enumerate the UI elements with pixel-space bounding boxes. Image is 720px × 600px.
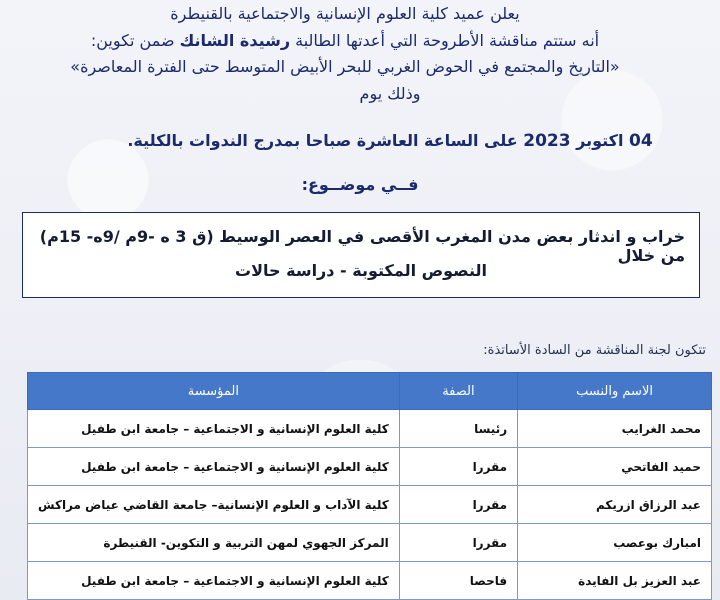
committee-label: تتكون لجنة المناقشة من السادة الأساتذة: [483, 343, 706, 358]
student-name: رشيدة الشانك [179, 31, 291, 50]
member-institution: كلية الآداب و العلوم الإنسانية– جامعة القاضي عياض مراكش [28, 486, 400, 524]
table-row [28, 562, 712, 600]
member-name: عبد الرزاق ازريكم [518, 486, 712, 524]
member-name: امبارك بوعصب [518, 524, 712, 562]
member-institution: المركز الجهوي لمهن التربية و التكوين- القنيطرة [28, 524, 400, 562]
date-line [0, 84, 720, 103]
member-role: مقررا [399, 524, 517, 562]
table-row [28, 448, 712, 486]
member-name: محمد الغرايب [518, 410, 712, 448]
thesis-topic-box [22, 212, 700, 298]
date-year: 2023 [523, 131, 571, 151]
header-role: الصفة [399, 373, 517, 410]
header-institution: المؤسسة [28, 373, 400, 410]
table-row [28, 410, 712, 448]
member-name: عبد العزيز بل الفايدة [518, 562, 712, 600]
table-row [28, 524, 712, 562]
subject-label [0, 175, 720, 194]
thesis-line [0, 31, 720, 50]
header-name: الاسم والنسب [518, 373, 712, 410]
member-role: فاحصا [399, 562, 517, 600]
subject-label-text: فــي موضــوع: [301, 175, 419, 194]
member-role: مقررا [399, 448, 517, 486]
committee-table [27, 372, 712, 600]
member-institution: كلية العلوم الإنسانية و الاجتماعية – جامعة ابن طفيل [28, 562, 400, 600]
member-role: مقررا [399, 486, 517, 524]
thesis-line-prefix: أنه ستتم مناقشة الأطروحة التي أعدتها الطالبة [290, 31, 600, 50]
date-month: اكتوبر [570, 131, 630, 150]
table-row [28, 486, 712, 524]
program-line [0, 57, 720, 76]
announcement-line-1: يعلن عميد كلية العلوم الإنسانية والاجتماعية بالقنيطرة [170, 4, 520, 23]
member-role: رئيسا [399, 410, 517, 448]
date-time-location [0, 131, 720, 151]
member-institution: كلية العلوم الإنسانية و الاجتماعية – جامعة ابن طفيل [28, 410, 400, 448]
date-line-prefix: وذلك يوم [359, 84, 421, 103]
thesis-line-suffix: ضمن تكوين: [90, 31, 180, 50]
topic-line-2: النصوص المكتوبة - دراسة حالات [235, 261, 487, 280]
program-name: «التاريخ والمجتمع في الحوض الغربي للبحر الأبيض المتوسط حتى الفترة المعاصرة» [70, 57, 620, 76]
member-name: حميد الفاتحي [518, 448, 712, 486]
date-day: 04 [629, 131, 653, 151]
topic-line-1: خراب و اندثار بعض مدن المغرب الأقصى في العصر الوسيط (ق 3 ه -9م /9ه- 15م) من خلال [39, 227, 685, 265]
time-location: على الساعة العاشرة صباحا بمدرج الندوات بالكلية. [127, 131, 524, 150]
dean-announcement [0, 4, 720, 23]
table-header-row [28, 373, 712, 410]
member-institution: كلية العلوم الإنسانية و الاجتماعية – جامعة ابن طفيل [28, 448, 400, 486]
